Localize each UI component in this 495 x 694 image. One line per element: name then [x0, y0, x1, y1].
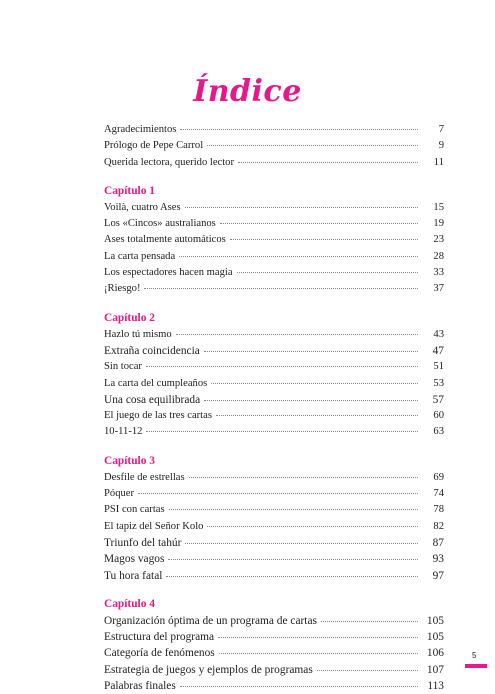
page-number: 5: [472, 651, 477, 660]
toc-entry-label: Ases totalmente automáticos: [104, 234, 226, 246]
dot-leader: [138, 493, 418, 494]
dot-leader: [189, 477, 418, 478]
toc-entry: [104, 551, 444, 567]
toc-entry-label: Los espectadores hacen magia: [104, 267, 233, 279]
toc-entry-page: 69: [433, 471, 444, 483]
toc-entry-label: La carta pensada: [104, 250, 176, 262]
dot-leader: [218, 637, 418, 638]
toc-entry-page: 57: [432, 393, 444, 406]
toc-entry-label: Sin tocar: [104, 361, 142, 373]
toc-entry: [104, 613, 444, 629]
dot-leader: [185, 543, 418, 544]
toc-entry-label: Hazlo tú mismo: [104, 328, 172, 340]
toc-entry: [104, 155, 444, 171]
toc-entry-label: Póquer: [104, 488, 135, 500]
toc-entry-page: 33: [433, 267, 444, 279]
toc-entry: [104, 535, 444, 551]
toc-entry-label: Prólogo de Pepe Carrol: [104, 140, 204, 152]
toc-entry-page: 60: [433, 410, 444, 422]
toc-entry: [104, 376, 444, 392]
dot-leader: [219, 653, 418, 654]
toc-entry-page: 97: [432, 569, 444, 582]
dot-leader: [179, 256, 418, 257]
page-number-bar: [465, 664, 487, 668]
toc-entry: [104, 232, 444, 248]
toc-entry-page: 53: [433, 377, 444, 389]
toc-entry-label: Extraña coincidencia: [104, 344, 200, 357]
toc-entry-page: 19: [433, 218, 444, 230]
toc-entry-label: Estrategia de juegos y ejemplos de programas: [104, 663, 313, 676]
toc-entry: [104, 629, 444, 645]
toc-entry-label: 10-11-12: [104, 426, 143, 438]
toc-entry-page: 43: [433, 328, 444, 340]
toc-entry: [104, 138, 444, 154]
toc-entry: [104, 662, 444, 678]
dot-leader: [204, 351, 418, 352]
toc-entry-label: Una cosa equilibrada: [104, 393, 201, 406]
toc-entry-page: 105: [426, 614, 444, 627]
dot-leader: [238, 162, 418, 163]
toc-entry-page: 23: [433, 234, 444, 246]
toc-entry: [104, 424, 444, 440]
toc-entry: [104, 249, 444, 265]
toc-entry-label: Querida lectora, querido lector: [104, 156, 235, 168]
dot-leader: [176, 334, 418, 335]
toc-entry: [104, 678, 444, 694]
dot-leader: [168, 559, 418, 560]
chapter-section: [104, 595, 444, 694]
toc-entry-label: PSI con cartas: [104, 504, 165, 516]
dot-leader: [169, 509, 418, 510]
dot-leader: [211, 383, 418, 384]
toc-entry-label: Voilà, cuatro Ases: [104, 201, 181, 213]
toc-entry: [104, 216, 444, 232]
dot-leader: [146, 431, 418, 432]
toc-entry-label: Desfile de estrellas: [104, 471, 185, 483]
toc-entry-page: 37: [433, 283, 444, 295]
toc-entry-label: Agradecimientos: [104, 124, 177, 135]
dot-leader: [166, 576, 418, 577]
toc-entry: [104, 392, 444, 408]
chapter-heading: Capítulo 1: [104, 184, 155, 197]
toc-entry-page: 93: [432, 553, 444, 566]
toc-entry: [104, 645, 444, 661]
toc-entry: [104, 486, 444, 502]
toc-entry: [104, 327, 444, 343]
chapter-section: [104, 182, 444, 298]
toc-entry-label: Categoría de fenómenos: [104, 647, 215, 660]
toc-entry-page: 82: [433, 520, 444, 532]
toc-entry-page: 113: [427, 680, 444, 693]
chapter-heading: Capítulo 3: [104, 454, 155, 467]
dot-leader: [321, 621, 418, 622]
toc-entry: [104, 568, 444, 584]
toc-entry: [104, 502, 444, 518]
toc-entry-page: 74: [433, 488, 444, 500]
dot-leader: [237, 272, 418, 273]
toc-entry-label: Triunfo del tahúr: [104, 536, 182, 549]
dot-leader: [230, 239, 418, 240]
toc-entry: [104, 470, 444, 486]
page-title: Índice: [193, 74, 302, 109]
toc-entry-label: El tapiz del Señor Kolo: [104, 520, 204, 532]
dot-leader: [180, 686, 418, 687]
dot-leader: [220, 223, 418, 224]
toc-entry-label: Palabras finales: [104, 680, 176, 693]
dot-leader: [317, 670, 418, 671]
toc-entry-page: 78: [433, 504, 444, 516]
toc-entry-page: 105: [426, 631, 444, 644]
front-matter-list: [104, 122, 444, 171]
toc-entry: [104, 519, 444, 535]
toc-entry-page: 47: [432, 344, 444, 357]
chapter-heading: Capítulo 4: [104, 597, 155, 610]
toc-entry-page: 107: [426, 663, 444, 676]
toc-entry: [104, 343, 444, 359]
toc-entry-page: 51: [433, 361, 444, 373]
toc-entry: [104, 281, 444, 297]
dot-leader: [216, 415, 418, 416]
toc-entry: [104, 200, 444, 216]
toc-entry-page: 63: [433, 426, 444, 438]
toc-entry-page: 15: [433, 201, 444, 213]
dot-leader: [185, 207, 418, 208]
dot-leader: [180, 129, 418, 130]
toc-entry-label: Estructura del programa: [104, 631, 215, 644]
chapter-section: [104, 309, 444, 441]
toc-entry-label: Organización óptima de un programa de cartas: [104, 614, 317, 627]
toc-entry: [104, 265, 444, 281]
toc-entry-label: Magos vagos: [104, 553, 165, 566]
toc-entry-label: Los «Cincos» australianos: [104, 218, 216, 230]
toc-entry-label: Tu hora fatal: [104, 569, 163, 582]
dot-leader: [207, 145, 418, 146]
toc-entry-page: 28: [433, 250, 444, 262]
chapter-section: [104, 452, 444, 584]
chapter-heading: Capítulo 2: [104, 311, 155, 324]
toc-entry-page: 106: [426, 647, 444, 660]
dot-leader: [207, 526, 418, 527]
dot-leader: [146, 366, 418, 367]
toc-entry-label: La carta del cumpleaños: [104, 377, 208, 389]
toc-entry-page: 9: [438, 140, 444, 152]
toc-entry: [104, 359, 444, 375]
toc-entry-page: 11: [433, 156, 444, 168]
toc-entry-page: 87: [432, 536, 444, 549]
dot-leader: [204, 400, 418, 401]
toc-entry: [104, 122, 444, 138]
table-of-contents: [104, 122, 444, 694]
toc-entry-label: El juego de las tres cartas: [104, 410, 212, 422]
toc-entry-page: 7: [438, 124, 444, 135]
toc-entry: [104, 408, 444, 424]
dot-leader: [144, 288, 418, 289]
toc-entry-label: ¡Riesgo!: [104, 283, 141, 295]
